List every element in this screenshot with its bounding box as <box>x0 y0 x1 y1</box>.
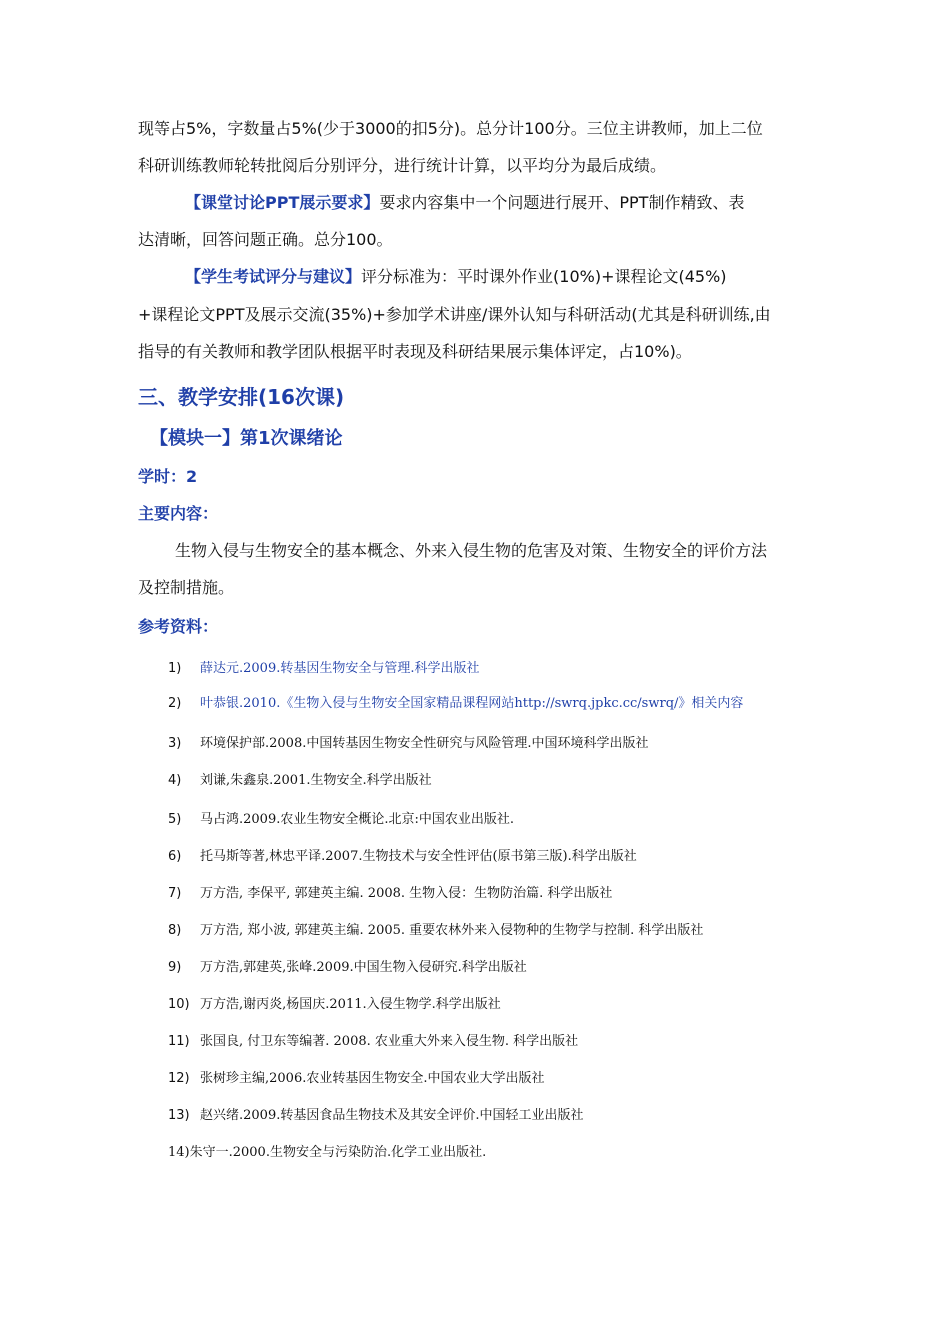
reference-text: 赵兴绪.2009.转基因食品生物技术及其安全评价.中国轻工业出版社 <box>200 1108 584 1123</box>
exam-grading-line-3: 指导的有关教师和教学团队根据平时表现及科研结果展示集体评定，占10%)。 <box>138 342 692 361</box>
reference-item-6 <box>0 848 950 866</box>
reference-number: 9) <box>168 960 182 975</box>
assessment-line-1: 现等占5%，字数量占5%(少于3000的扣5分)。总分计100分。三位主讲教师，加上二位 <box>138 119 763 138</box>
reference-item-2[interactable] <box>0 695 950 713</box>
reference-number: 2) <box>168 696 182 711</box>
reference-item-5 <box>0 811 950 829</box>
reference-text: 万方浩,谢丙炎,杨国庆.2011.入侵生物学.科学出版社 <box>200 997 501 1012</box>
exam-grading-line-2: +课程论文PPT及展示交流(35%)+参加学术讲座/课外认知与科研活动(尤其是科研训练,由 <box>138 305 771 324</box>
reference-number: 5) <box>168 812 182 827</box>
reference-item-3 <box>0 735 950 753</box>
reference-number: 3) <box>168 736 182 751</box>
reference-text: 马占鸿.2009.农业生物安全概论.北京:中国农业出版社. <box>200 812 514 827</box>
reference-item-11 <box>0 1033 950 1051</box>
reference-number: 12) <box>168 1071 190 1086</box>
exam-grading-heading: 【学生考试评分与建议】 <box>185 267 362 286</box>
ppt-requirements-paragraph <box>185 192 744 214</box>
exam-grading-paragraph <box>185 266 727 288</box>
reference-number: 11) <box>168 1034 190 1049</box>
assessment-line-2: 科研训练教师轮转批阅后分别评分，进行统计计算，以平均分为最后成绩。 <box>138 156 667 175</box>
reference-number: 4) <box>168 773 182 788</box>
reference-item-4 <box>0 772 950 790</box>
reference-item-8 <box>0 922 950 940</box>
reference-item-13 <box>0 1107 950 1125</box>
reference-number: 7) <box>168 886 182 901</box>
reference-text: 万方浩, 郑小波, 郭建英主编. 2005. 重要农林外来入侵物种的生物学与控制. 科学出版社 <box>200 923 704 938</box>
exam-grading-text: 评分标准为：平时课外作业(10%)+课程论文(45%) <box>361 267 727 286</box>
main-content-line-2: 及控制措施。 <box>138 578 235 597</box>
main-content-line-1: 生物入侵与生物安全的基本概念、外来入侵生物的危害及对策、生物安全的评价方法 <box>175 541 768 560</box>
reference-item-9 <box>0 959 950 977</box>
reference-text: 万方浩, 李保平, 郭建英主编. 2008. 生物入侵：生物防治篇. 科学出版社 <box>200 886 613 901</box>
reference-item-10 <box>0 996 950 1014</box>
reference-text: 万方浩,郭建英,张峰.2009.中国生物入侵研究.科学出版社 <box>200 960 527 975</box>
reference-item-7 <box>0 885 950 903</box>
references-label: 参考资料： <box>138 617 219 636</box>
reference-number: 8) <box>168 923 182 938</box>
module-title: 【模块一】第1次课绪论 <box>150 428 343 449</box>
reference-number: 6) <box>168 849 182 864</box>
reference-item-1[interactable] <box>0 660 950 678</box>
reference-text: 环境保护部.2008.中国转基因生物安全性研究与风险管理.中国环境科学出版社 <box>200 736 649 751</box>
reference-number: 10) <box>168 997 190 1012</box>
reference-number: 13) <box>168 1108 190 1123</box>
reference-text: 刘谦,朱鑫泉.2001.生物安全.科学出版社 <box>200 773 432 788</box>
ppt-requirements-line-2: 达清晰，回答问题正确。总分100。 <box>138 230 393 249</box>
hours-label: 学时：2 <box>138 467 198 486</box>
reference-number: 1) <box>168 661 182 676</box>
reference-text: 托马斯等著,林忠平译.2007.生物技术与安全性评估(原书第三版).科学出版社 <box>200 849 637 864</box>
section-title: 三、教学安排(16次课) <box>138 385 345 409</box>
reference-item-12 <box>0 1070 950 1088</box>
reference-text[interactable]: 薛达元.2009.转基因生物安全与管理.科学出版社 <box>200 661 480 676</box>
reference-item-14: 14)朱守一.2000.生物安全与污染防治.化学工业出版社. <box>168 1145 487 1160</box>
reference-text: 张树珍主编,2006.农业转基因生物安全.中国农业大学出版社 <box>200 1071 545 1086</box>
reference-text[interactable]: 叶恭银.2010.《生物入侵与生物安全国家精品课程网站http://swrq.jpkc.cc/swrq/》相关内容 <box>200 696 744 711</box>
reference-text: 张国良, 付卫东等编著. 2008. 农业重大外来入侵生物. 科学出版社 <box>200 1034 579 1049</box>
ppt-requirements-heading: 【课堂讨论PPT展示要求】 <box>185 193 380 212</box>
main-content-label: 主要内容： <box>138 504 219 523</box>
ppt-requirements-text: 要求内容集中一个问题进行展开、PPT制作精致、表 <box>379 193 745 212</box>
